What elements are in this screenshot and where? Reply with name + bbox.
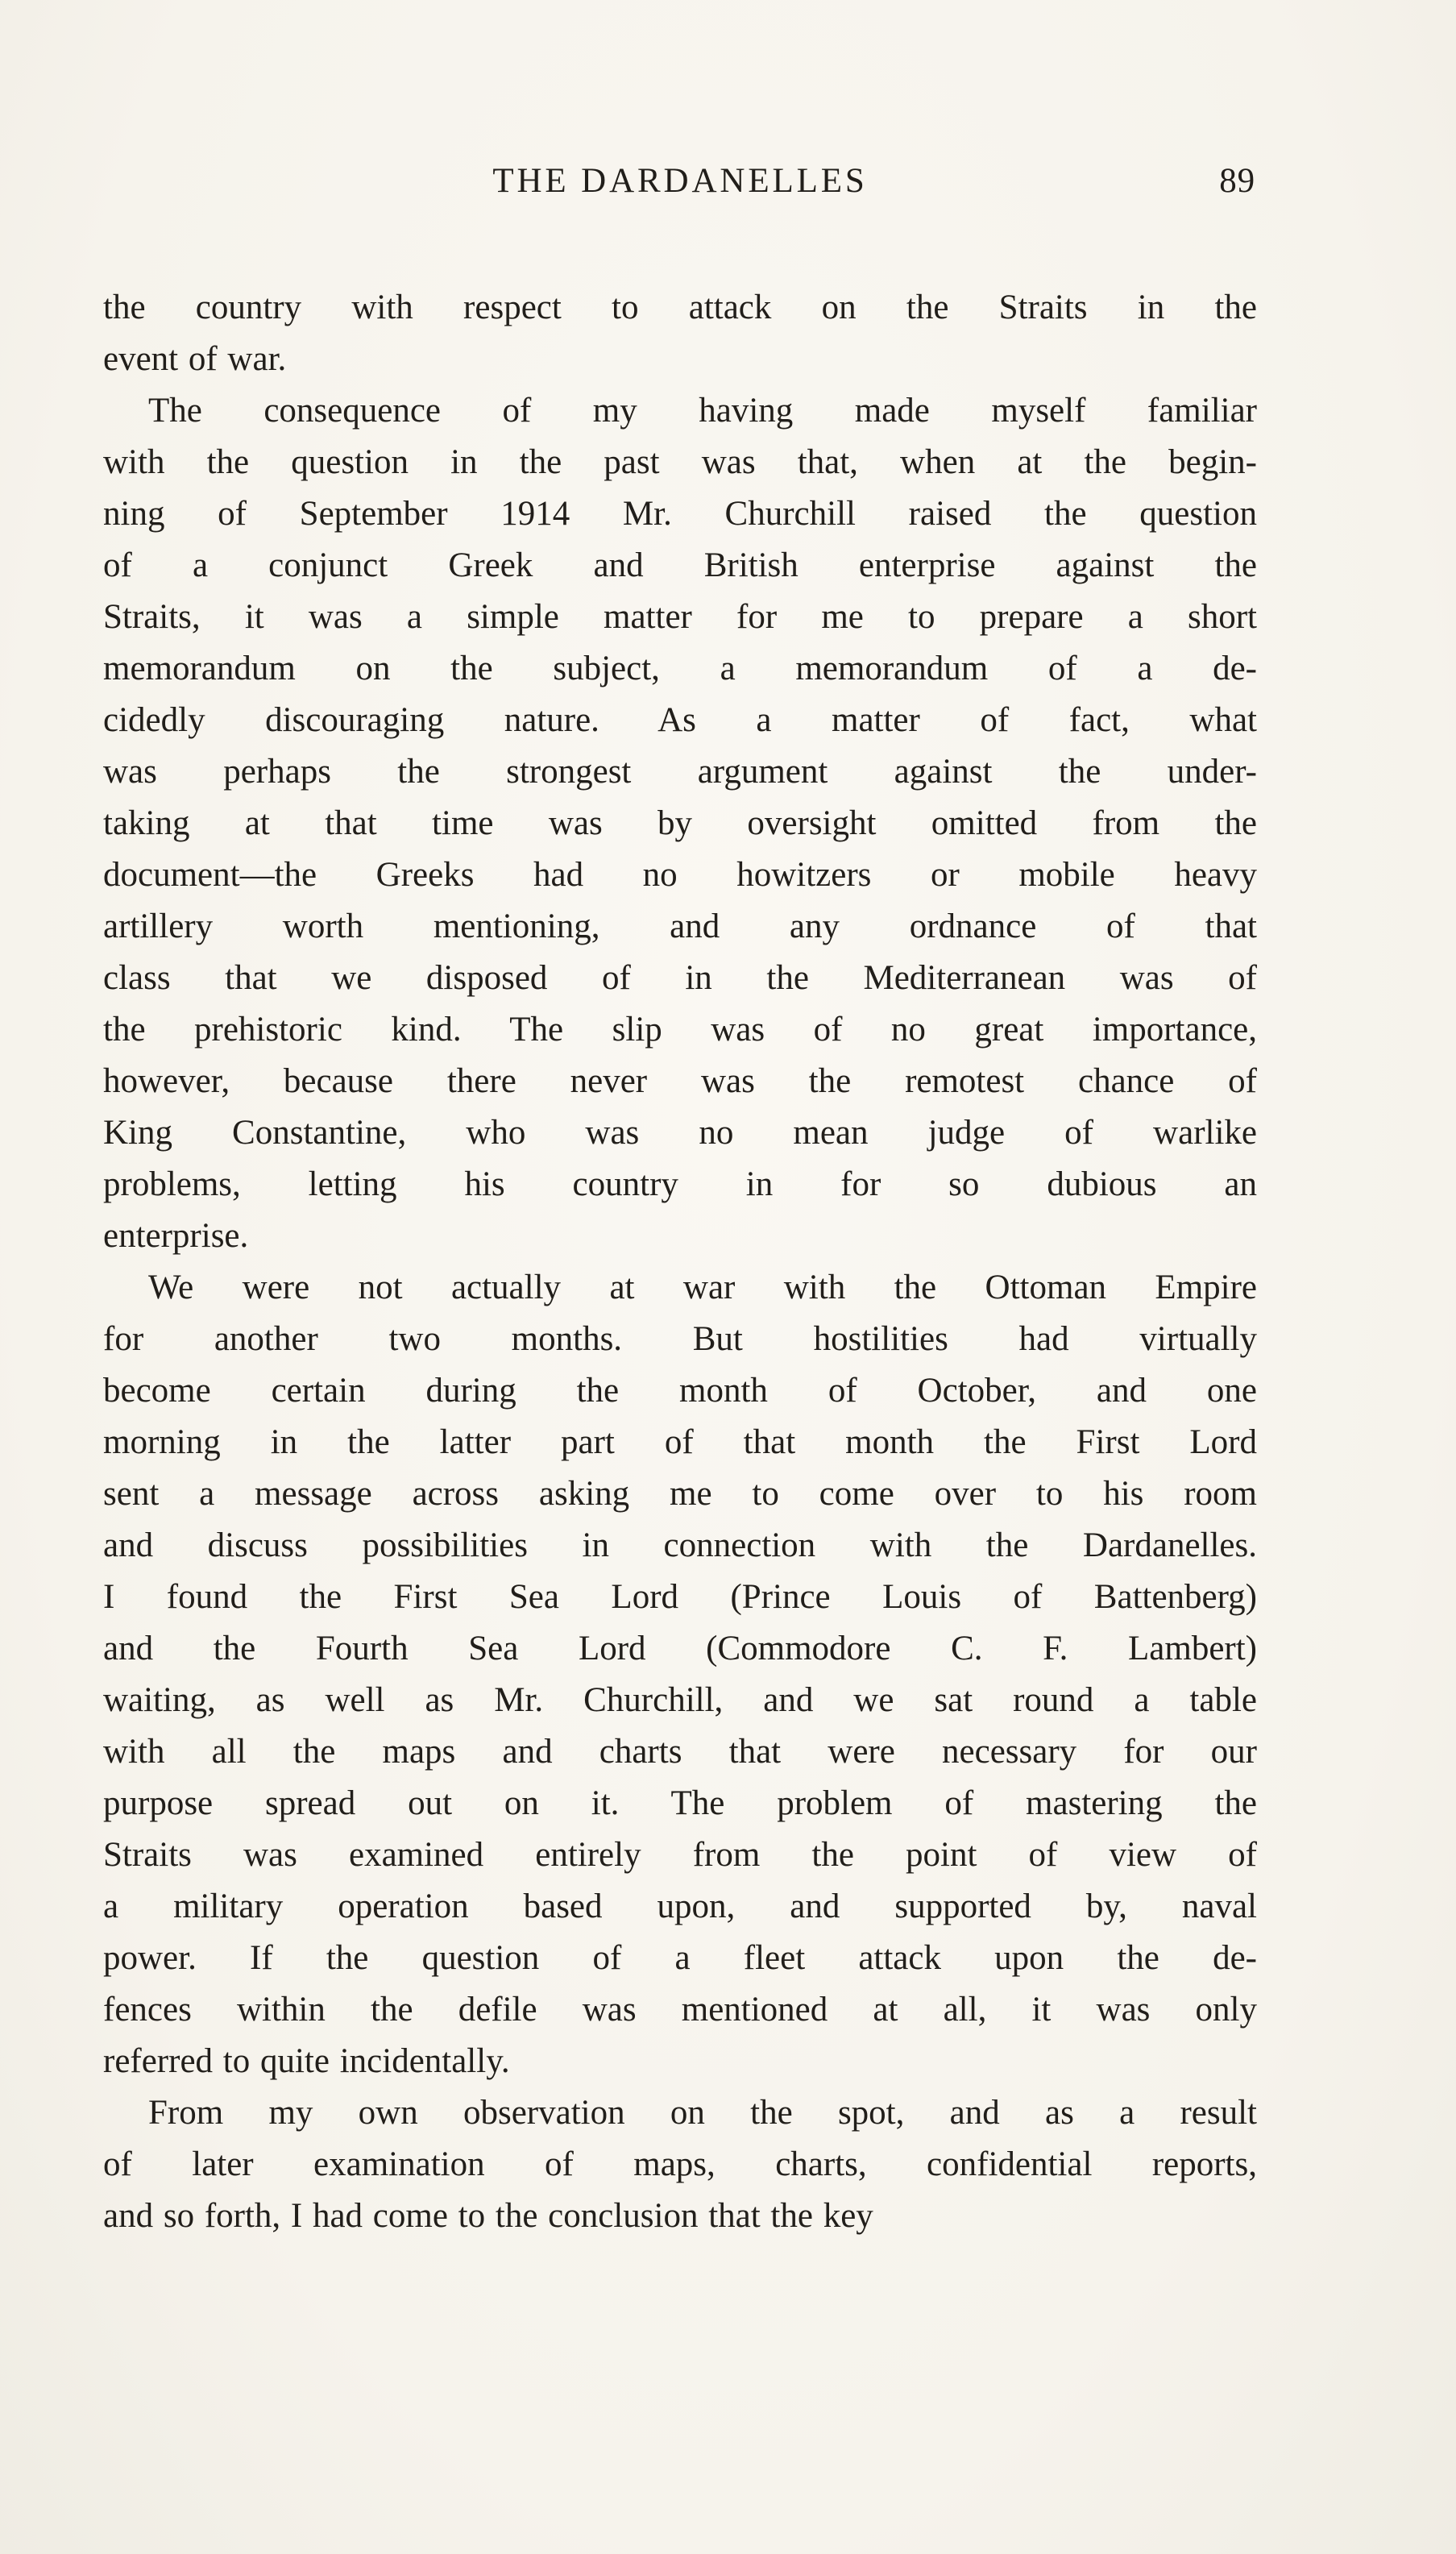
text-line: I found the First Sea Lord (Prince Louis of Battenberg): [103, 1578, 1257, 1616]
text-line: cidedly discouraging nature. As a matter of fact, what: [103, 701, 1257, 739]
paragraph: [103, 385, 1257, 1262]
text-line: The consequence of my having made myself familiar: [148, 392, 1257, 430]
text-line: with the question in the past was that, when at the begin-: [103, 443, 1257, 481]
text-line: and the Fourth Sea Lord (Commodore C. F. Lambert): [103, 1630, 1257, 1667]
text-line: From my own observation on the spot, and as a result: [148, 2094, 1257, 2132]
text-line: the prehistoric kind. The slip was of no great importance,: [103, 1011, 1257, 1049]
text-line: of a conjunct Greek and British enterprise against the: [103, 546, 1257, 584]
text-line: the country with respect to attack on the Straits in the: [103, 289, 1257, 326]
text-line: fences within the defile was mentioned at all, it was only: [103, 1991, 1257, 2029]
text-line: was perhaps the strongest argument against the under-: [103, 753, 1257, 791]
text-line: and so forth, I had come to the conclusion that the key: [103, 2197, 873, 2235]
paragraph: [103, 282, 1257, 385]
text-line: Straits was examined entirely from the point of view of: [103, 1836, 1257, 1874]
text-line: Straits, it was a simple matter for me to prepare a short: [103, 598, 1257, 636]
text-line: power. If the question of a fleet attack upon the de-: [103, 1939, 1257, 1977]
text-line: with all the maps and charts that were necessary for our: [103, 1733, 1257, 1771]
paragraph: [103, 1262, 1257, 2087]
text-line: problems, letting his country in for so dubious an: [103, 1165, 1257, 1203]
text-line: King Constantine, who was no mean judge of warlike: [103, 1114, 1257, 1152]
text-line: however, because there never was the remotest chance of: [103, 1062, 1257, 1100]
page-body: [103, 282, 1257, 2242]
page-number: 89: [1219, 162, 1255, 200]
text-line: enterprise.: [103, 1217, 249, 1255]
text-line: for another two months. But hostilities had virtually: [103, 1320, 1257, 1358]
text-line: We were not actually at war with the Ottoman Empire: [148, 1269, 1257, 1306]
text-line: and discuss possibilities in connection with the Dardanelles.: [103, 1526, 1257, 1564]
page-header: [103, 161, 1257, 205]
text-line: of later examination of maps, charts, confidential reports,: [103, 2145, 1257, 2183]
text-line: ning of September 1914 Mr. Churchill raised the question: [103, 495, 1257, 533]
text-line: become certain during the month of October, and one: [103, 1372, 1257, 1410]
text-line: document—the Greeks had no howitzers or mobile heavy: [103, 856, 1257, 894]
text-line: purpose spread out on it. The problem of mastering the: [103, 1784, 1257, 1822]
text-line: referred to quite incidentally.: [103, 2042, 510, 2080]
text-line: class that we disposed of in the Mediterranean was of: [103, 959, 1257, 997]
text-line: taking at that time was by oversight omitted from the: [103, 804, 1257, 842]
text-line: artillery worth mentioning, and any ordnance of that: [103, 907, 1257, 945]
text-line: memorandum on the subject, a memorandum of a de-: [103, 650, 1257, 687]
page-content: [103, 161, 1257, 2242]
paragraph: [103, 2087, 1257, 2242]
text-line: event of war.: [103, 340, 287, 378]
text-line: waiting, as well as Mr. Churchill, and we sat round a table: [103, 1681, 1257, 1719]
text-line: morning in the latter part of that month the First Lord: [103, 1423, 1257, 1461]
text-line: a military operation based upon, and supported by, naval: [103, 1887, 1257, 1925]
text-line: sent a message across asking me to come over to his room: [103, 1475, 1257, 1513]
running-title: THE DARDANELLES: [492, 162, 868, 200]
